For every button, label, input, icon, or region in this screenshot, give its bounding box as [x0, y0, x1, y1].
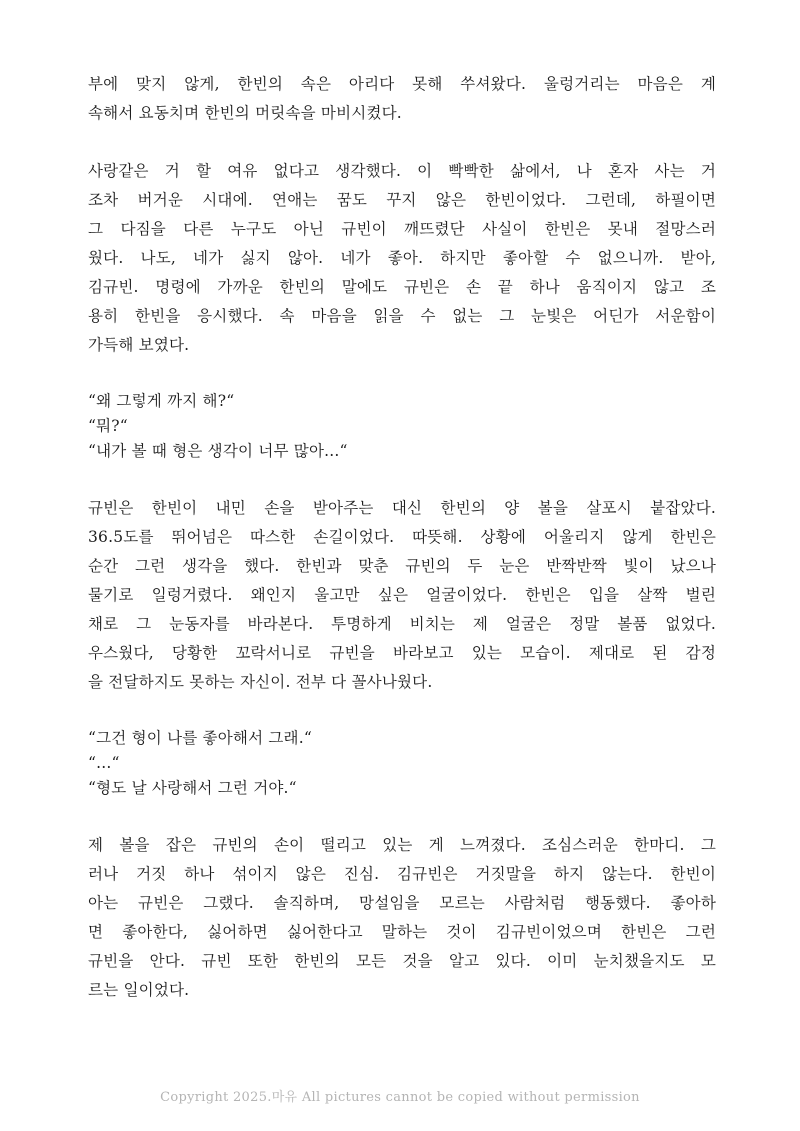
text-line: 규빈을 안다. 규빈 또한 한빈의 모든 것을 알고 있다. 이미 눈치챘을지도 모 — [88, 952, 716, 970]
paragraph-2 — [88, 157, 716, 360]
paragraph-4 — [88, 831, 716, 1005]
text-line: 사랑같은 거 할 여유 없다고 생각했다. 이 빡빡한 삶에서, 나 혼자 사는 거 — [88, 162, 716, 180]
text-line: 부에 맞지 않게, 한빈의 속은 아리다 못해 쑤셔왔다. 울렁거리는 마음은 계 — [88, 75, 716, 93]
dialogue-line: “왜 그렇게 까지 해?“ — [88, 392, 235, 410]
text-line: 면 좋아한다, 싫어하면 싫어한다고 말하는 것이 김규빈이었으며 한빈은 그런 — [88, 923, 716, 941]
text-line: 러나 거짓 하나 섞이지 않은 진심. 김규빈은 거짓말을 하지 않는다. 한빈이 — [88, 865, 716, 883]
dialogue-1 — [88, 389, 716, 464]
dialogue-2 — [88, 726, 716, 801]
text-line: 순간 그런 생각을 했다. 한빈과 맞춘 규빈의 두 눈은 반짝반짝 빛이 났으나 — [88, 557, 716, 575]
dialogue-line: “내가 볼 때 형은 생각이 너무 많아...“ — [88, 442, 348, 460]
text-line: 36.5도를 뛰어넘은 따스한 손길이었다. 따뜻해. 상황에 어울리지 않게 한빈은 — [88, 528, 716, 546]
text-line: 을 전달하지도 못하는 자신이. 전부 다 꼴사나웠다. — [88, 673, 433, 691]
dialogue-line: “...“ — [88, 754, 120, 772]
paragraph-3 — [88, 494, 716, 697]
text-line: 우스웠다, 당황한 꼬락서니로 규빈을 바라보고 있는 모습이. 제대로 된 감정 — [88, 644, 716, 662]
dialogue-line: “형도 날 사랑해서 그런 거야.“ — [88, 779, 297, 797]
text-line: 용히 한빈을 응시했다. 속 마음을 읽을 수 없는 그 눈빛은 어딘가 서운함이 — [88, 307, 716, 325]
text-line: 아는 규빈은 그랬다. 솔직하며, 망설임을 모르는 사람처럼 행동했다. 좋아하 — [88, 894, 716, 912]
text-line: 채로 그 눈동자를 바라본다. 투명하게 비치는 제 얼굴은 정말 볼품 없었다. — [88, 615, 716, 633]
paragraph-1 — [88, 70, 716, 128]
dialogue-line: “뭐?“ — [88, 417, 128, 435]
text-line: 르는 일이었다. — [88, 981, 190, 999]
text-line: 조차 버거운 시대에. 연애는 꿈도 꾸지 않은 한빈이었다. 그런데, 하필이면 — [88, 191, 716, 209]
text-line: 속해서 요동치며 한빈의 머릿속을 마비시켰다. — [88, 104, 402, 122]
story-text — [88, 70, 716, 1034]
copyright-notice: Copyright 2025.마유 All pictures cannot be copied without permission — [160, 1090, 640, 1105]
dialogue-line: “그건 형이 나를 좋아해서 그래.“ — [88, 729, 312, 747]
text-line: 김규빈. 명령에 가까운 한빈의 말에도 규빈은 손 끝 하나 움직이지 않고 조 — [88, 278, 716, 296]
text-line: 가득해 보였다. — [88, 336, 190, 354]
text-line: 규빈은 한빈이 내민 손을 받아주는 대신 한빈의 양 볼을 살포시 붙잡았다. — [88, 499, 716, 517]
text-line: 웠다. 나도, 네가 싫지 않아. 네가 좋아. 하지만 좋아할 수 없으니까. 받아, — [88, 249, 716, 267]
text-line: 물기로 일렁거렸다. 왜인지 울고만 싶은 얼굴이었다. 한빈은 입을 살짝 벌린 — [88, 586, 716, 604]
text-line: 그 다짐을 다른 누구도 아닌 규빈이 깨뜨렸단 사실이 한빈은 못내 절망스러 — [88, 220, 716, 238]
text-line: 제 볼을 잡은 규빈의 손이 떨리고 있는 게 느껴졌다. 조심스러운 한마디. 그 — [88, 836, 716, 854]
